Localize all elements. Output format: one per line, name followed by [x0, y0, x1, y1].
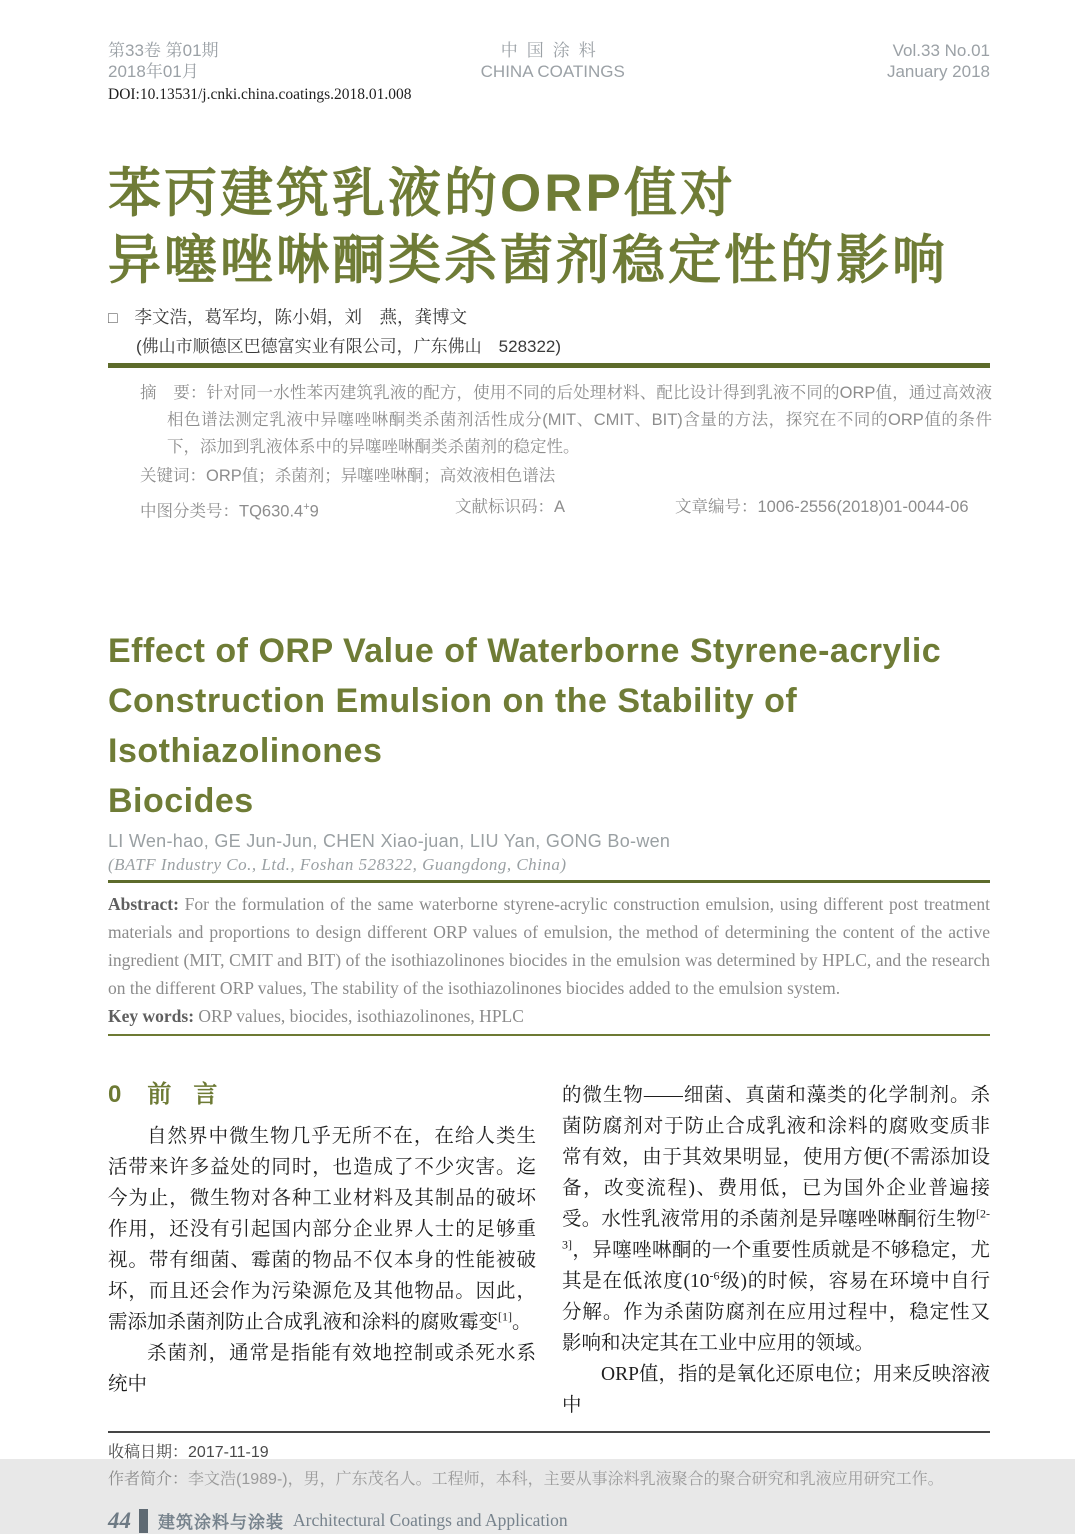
article-title-en	[108, 626, 990, 826]
divider-thin-olive	[108, 1034, 990, 1036]
footnote-author-bio	[108, 1468, 990, 1492]
clc-number	[140, 494, 455, 526]
header-volume-zh	[108, 40, 219, 82]
section-number: 0	[108, 1080, 122, 1108]
affiliation-en: (BATF Industry Co., Ltd., Foshan 528322, Guangdong, China)	[108, 854, 567, 874]
footnote-received	[108, 1441, 990, 1465]
keywords-en-text: ORP values, biocides, isothiazolinones, HPLC	[194, 1005, 524, 1026]
journal-name-zh: 中国涂料	[500, 41, 605, 60]
article-id-label: 文章编号：	[675, 498, 758, 516]
article-title-en-line2: Construction Emulsion on the Stability of Isothiazolinones	[108, 681, 798, 770]
keywords-zh-text: ORP值；杀菌剂；异噻唑啉酮；高效液相色谱法	[206, 467, 556, 485]
affiliation-zh: (佛山市顺德区巴德富实业有限公司，广东佛山 528322)	[136, 337, 562, 356]
article-title-zh	[108, 160, 990, 294]
abstract-en-label: Abstract:	[108, 893, 179, 914]
header-volume-zh-line2: 2018年01月	[108, 62, 199, 81]
article-title-zh-line1: 苯丙建筑乳液的ORP值对	[108, 164, 736, 223]
paragraph-text: ，异噻唑啉酮的一个重要性质就是不够稳定，尤其是在低浓度(10	[562, 1239, 990, 1292]
paragraph-intro-2-continued	[562, 1080, 990, 1359]
reference-mark-2-3: [2-3]	[562, 1206, 990, 1251]
paragraph-intro-2-start: 杀菌剂，通常是指能有效地控制或杀死水系统中	[108, 1342, 536, 1395]
divider-medium-olive	[108, 880, 990, 883]
article-title-en-line1: Effect of ORP Value of Waterborne Styrene-acrylic	[108, 631, 942, 670]
clc-label: 中图分类号：	[140, 502, 239, 521]
paragraph-orp-start: ORP值，指的是氧化还原电位；用来反映溶液中	[562, 1363, 990, 1416]
classification-row	[140, 494, 990, 526]
article-id-value: 1006-2556(2018)01-0044-06	[757, 498, 969, 516]
clc-tail: 9	[309, 502, 319, 521]
clc-base: TQ630.4	[239, 502, 304, 521]
page-footer	[108, 1508, 990, 1534]
body-column-left	[108, 1080, 536, 1421]
abstract-en	[108, 890, 990, 1002]
journal-name-en: CHINA COATINGS	[480, 62, 625, 81]
header-volume-en-line1: Vol.33 No.01	[892, 41, 990, 60]
section-title: 前言	[147, 1080, 240, 1108]
footnote-bio-label: 作者简介：	[108, 1470, 189, 1488]
authors-en: LI Wen-hao, GE Jun-Jun, CHEN Xiao-juan, LIU Yan, GONG Bo-wen	[108, 830, 671, 851]
footer-section-en: Architectural Coatings and Application	[293, 1510, 568, 1530]
footnote-bio-text: 李文浩(1989-)，男，广东茂名人。工程师，本科，主要从事涂料乳液聚合的聚合研究和乳液应用研究工作。	[188, 1470, 944, 1488]
clc-sup: +	[303, 501, 310, 513]
doi-text: DOI:10.13531/j.cnki.china.coatings.2018.01.008	[108, 86, 412, 103]
doc-code-label: 文献标识码：	[455, 498, 554, 516]
header-volume-zh-line1: 第33卷 第01期	[108, 41, 219, 60]
keywords-zh-label: 关键词：	[140, 467, 206, 485]
exponent-minus-6: -6	[709, 1268, 720, 1282]
header-volume-en-line2: January 2018	[886, 62, 990, 81]
paragraph-text: 。	[512, 1311, 532, 1333]
authors-zh-names: 李文浩，葛军均，陈小娟，刘 燕，龚博文	[134, 307, 468, 327]
footnote-divider	[108, 1431, 990, 1433]
doc-code-value: A	[554, 498, 566, 516]
article-title-en-line3: Biocides	[108, 781, 254, 820]
abstract-zh-text: 针对同一水性苯丙建筑乳液的配方，使用不同的后处理材料、配比设计得到乳液不同的ORP值，通过高效液相色谱法测定乳液中异噻唑啉酮类杀菌剂活性成分(MIT、CMIT、BIT)含量的方法，探究在不同的ORP值的条件下，添加到乳液体系中的异噻唑啉酮类杀菌剂的稳定性。	[167, 384, 992, 456]
reference-mark-1: [1]	[498, 1309, 513, 1323]
header-volume-en	[887, 40, 990, 82]
footnote-received-date: 2017-11-19	[188, 1443, 269, 1461]
footer-section-zh: 建筑涂料与涂装	[158, 1513, 284, 1532]
page-number: 44	[108, 1507, 131, 1533]
abstract-en-text: For the formulation of the same waterborne styrene-acrylic construction emulsion, using different post treatment materials and proportions to design different ORP values of emulsion, the method of determining the content of the active ingredient (MIT, CMIT and BIT) of the isothiazolinones biocides in the emulsion was determined by HPLC, and the research on the different ORP values, The stability of the isothiazolinones biocides added to the emulsion system.	[108, 893, 990, 998]
paragraph-intro-1	[108, 1121, 536, 1338]
footnote-received-label: 收稿日期：	[108, 1443, 189, 1461]
footer-bar-icon	[139, 1509, 148, 1533]
journal-header	[108, 40, 990, 82]
section-heading-intro	[108, 1080, 536, 1110]
header-journal-name	[481, 40, 625, 82]
abstract-zh	[140, 380, 992, 461]
paragraph-text: 的微生物——细菌、真菌和藻类的化学制剂。杀菌防腐剂对于防止合成乳液和涂料的腐败变质非常有效，由于其效果明显，使用方便(不需添加设备，改变流程)、费用低，已为国外企业普遍接受。水性乳液常用的杀菌剂是异噻唑啉酮衍生物	[562, 1084, 990, 1230]
paragraph-text: 自然界中微生物几乎无所不在，在给人类生活带来许多益处的同时，也造成了不少灾害。迄今为止，微生物对各种工业材料及其制品的破坏作用，还没有引起国内部分企业界人士的足够重视。带有细菌、霉菌的物品不仅本身的性能被破坏，而且还会作为污染源危及其他物品。因此，需添加杀菌剂防止合成乳液和涂料的腐败霉变	[108, 1125, 536, 1333]
authors-zh	[108, 304, 990, 329]
keywords-en-label: Key words:	[108, 1005, 195, 1026]
author-square-icon: □	[108, 310, 118, 327]
article-title-zh-line2: 异噻唑啉酮类杀菌剂稳定性的影响	[108, 231, 948, 290]
keywords-zh	[140, 463, 990, 490]
keywords-en	[108, 1002, 990, 1030]
abstract-zh-label: 摘 要：	[140, 384, 207, 402]
doc-code	[455, 494, 675, 526]
body-columns	[108, 1080, 990, 1421]
divider-thick-olive	[108, 363, 990, 368]
article-id	[675, 494, 969, 526]
paragraph-text: 级)的时候，容易在环境中自行分解。作为杀菌防腐剂在应用过程中，稳定性又影响和决定其在工业中应用的领域。	[562, 1270, 990, 1354]
body-column-right	[562, 1080, 990, 1421]
